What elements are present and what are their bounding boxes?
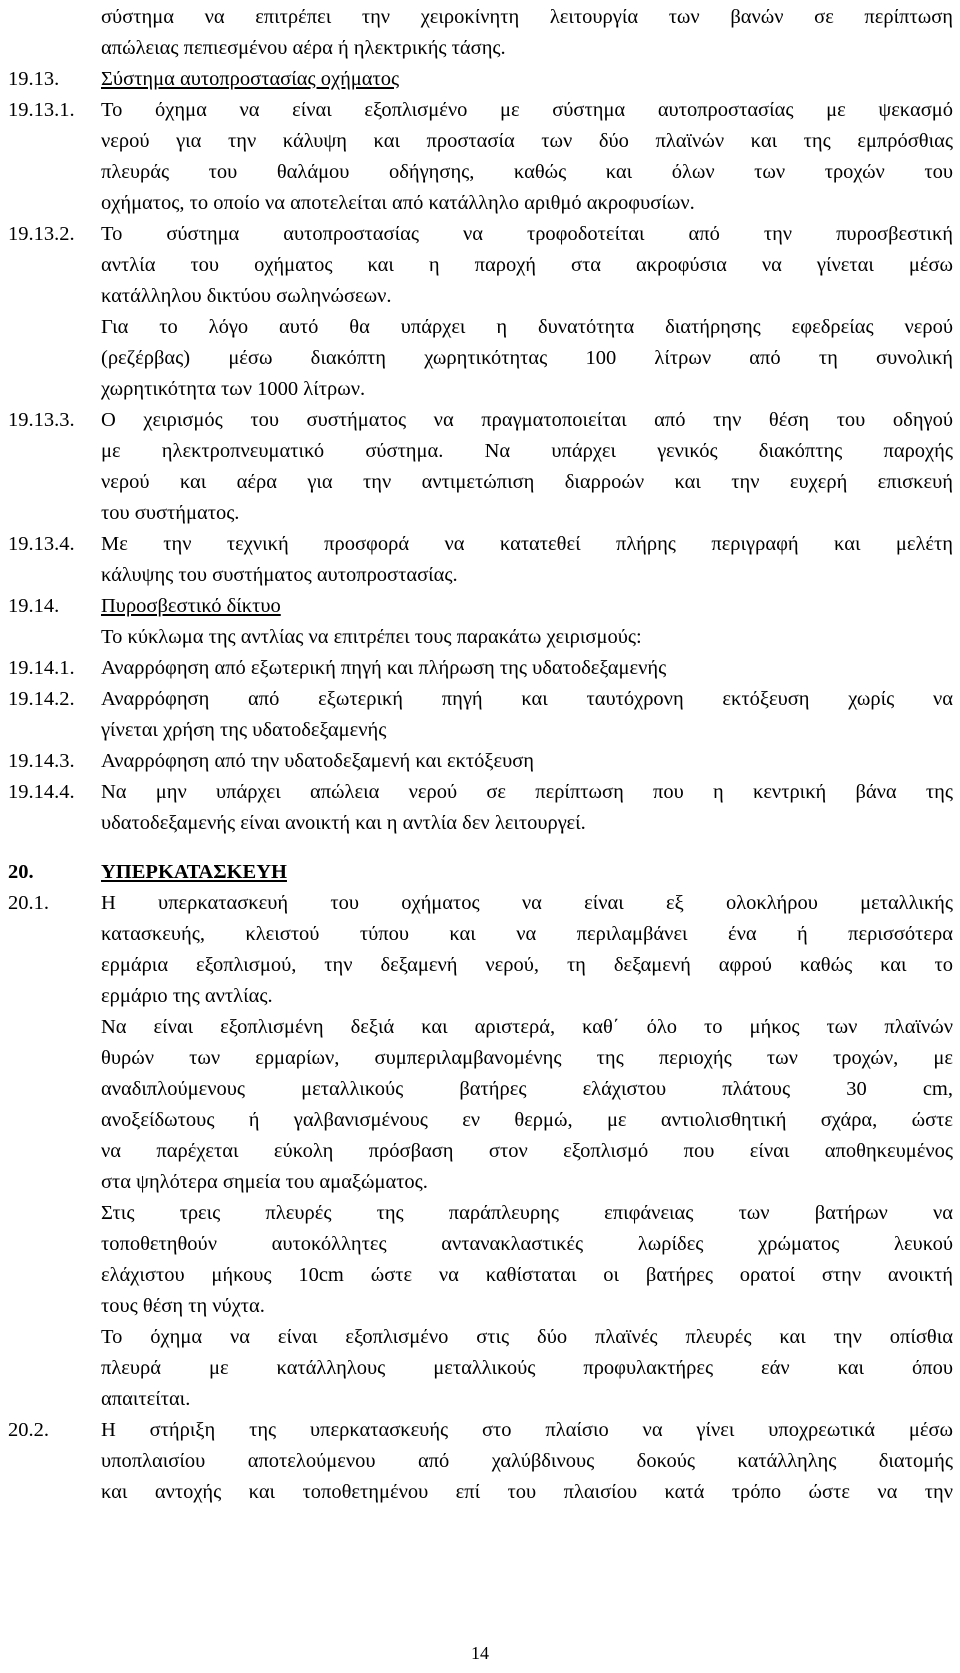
text-line: σύστημα να επιτρέπει την χειροκίνητη λειτουργία των βανών σε περίπτωση <box>101 6 953 28</box>
text-line: ερμάρια εξοπλισμού, την δεξαμενή νερού, τη δεξαμενή αφρού καθώς και το <box>101 954 953 976</box>
text-line: να παρέχεται εύκολη πρόσβαση στον εξοπλισμό που είναι αποθηκευμένος <box>101 1140 953 1162</box>
text-line: Με την τεχνική προσφορά να κατατεθεί πλήρης περιγραφή και μελέτη <box>101 533 953 555</box>
text-line: νερού για την κάλυψη και προστασία των δύο πλαϊνών και της εμπρόσθιας <box>101 130 953 152</box>
text-line: πλευράς του θαλάμου οδήγησης, καθώς και όλων των τροχών του <box>101 161 953 183</box>
text-line: θυρών των ερμαρίων, συμπεριλαμβανομένης της περιοχής των τροχών, με <box>101 1047 953 1069</box>
section-number: 20.1. <box>8 892 49 914</box>
text-line: αντλία του οχήματος και η παροχή στα ακροφύσια να γίνεται μέσω <box>101 254 953 276</box>
section-number: 20. <box>8 861 34 883</box>
text-line: γίνεται χρήση της υδατοδεξαμενής <box>101 719 387 741</box>
text-line: χωρητικότητα των 1000 λίτρων. <box>101 378 366 400</box>
text-line: ανοξείδωτους ή γαλβανισμένους εν θερμώ, με αντιολισθητική σχάρα, ώστε <box>101 1109 953 1131</box>
text-line: αναδιπλούμενους μεταλλικούς βατήρες ελάχιστου πλάτους 30 cm, <box>101 1078 953 1100</box>
text-line: υποπλαισίου αποτελούμενου από χαλύβδινους δοκούς κατάλληλης διατομής <box>101 1450 953 1472</box>
text-line: Το κύκλωμα της αντλίας να επιτρέπει τους παρακάτω χειρισμούς: <box>101 626 642 648</box>
text-line: Να μην υπάρχει απώλεια νερού σε περίπτωση που η κεντρική βάνα της <box>101 781 953 803</box>
section-heading: Σύστημα αυτοπροστασίας οχήματος <box>101 68 400 90</box>
text-line: τοποθετηθούν αυτοκόλλητες αντανακλαστικές λωρίδες χρώματος λευκού <box>101 1233 953 1255</box>
text-line: πλευρά με κατάλληλους μεταλλικούς προφυλακτήρες εάν και όπου <box>101 1357 953 1379</box>
text-line: με ηλεκτροπνευματικό σύστημα. Να υπάρχει γενικός διακόπτης παροχής <box>101 440 953 462</box>
text-line: στα ψηλότερα σημεία του αμαξώματος. <box>101 1171 428 1193</box>
text-line: Αναρρόφηση από την υδατοδεξαμενή και εκτόξευση <box>101 750 535 772</box>
text-line: ερμάριο της αντλίας. <box>101 985 273 1007</box>
text-line: Η στήριξη της υπερκατασκευής στο πλαίσιο να γίνει υποχρεωτικά μέσω <box>101 1419 953 1441</box>
section-heading: ΥΠΕΡΚΑΤΑΣΚΕΥΗ <box>101 861 287 883</box>
text-line: του συστήματος. <box>101 502 240 524</box>
section-number: 19.13.4. <box>8 533 75 555</box>
text-line: Να είναι εξοπλισμένη δεξιά και αριστερά, καθ΄ όλο το μήκος των πλαϊνών <box>101 1016 953 1038</box>
text-line: απώλειας πεπιεσμένου αέρα ή ηλεκτρικής τάσης. <box>101 37 506 59</box>
section-number: 19.14. <box>8 595 60 617</box>
text-line: Ο χειρισμός του συστήματος να πραγματοποιείται από την θέση του οδηγού <box>101 409 953 431</box>
section-heading: Πυροσβεστικό δίκτυο <box>101 595 281 617</box>
text-line: νερού και αέρα για την αντιμετώπιση διαρροών και την ευχερή επισκευή <box>101 471 953 493</box>
text-line: ελάχιστου μήκους 10cm ώστε να καθίσταται οι βατήρες ορατοί στην ανοικτή <box>101 1264 953 1286</box>
text-line: (ρεζέρβας) μέσω διακόπτη χωρητικότητας 100 λίτρων από τη συνολική <box>101 347 953 369</box>
text-line: Η υπερκατασκευή του οχήματος να είναι εξ ολοκλήρου μεταλλικής <box>101 892 953 914</box>
text-line: Το όχημα να είναι εξοπλισμένο στις δύο πλαϊνές πλευρές και την οπίσθια <box>101 1326 953 1348</box>
text-line: υδατοδεξαμενής είναι ανοικτή και η αντλία δεν λειτουργεί. <box>101 812 586 834</box>
text-line: κάλυψης του συστήματος αυτοπροστασίας. <box>101 564 458 586</box>
text-line: Το όχημα να είναι εξοπλισμένο με σύστημα αυτοπροστασίας με ψεκασμό <box>101 99 953 121</box>
section-number: 19.13. <box>8 68 60 90</box>
text-line: Το σύστημα αυτοπροστασίας να τροφοδοτείται από την πυροσβεστική <box>101 223 953 245</box>
text-line: οχήματος, το οποίο να αποτελείται από κατάλληλο αριθμό ακροφυσίων. <box>101 192 695 214</box>
section-number: 19.14.1. <box>8 657 75 679</box>
text-line: κατασκευής, κλειστού τύπου και να περιλαμβάνει ένα ή περισσότερα <box>101 923 953 945</box>
text-line: απαιτείται. <box>101 1388 191 1410</box>
text-line: και αντοχής και τοποθετημένου επί του πλαισίου κατά τρόπο ώστε να την <box>101 1481 953 1503</box>
section-number: 20.2. <box>8 1419 49 1441</box>
section-number: 19.14.2. <box>8 688 75 710</box>
text-line: κατάλληλου δικτύου σωληνώσεων. <box>101 285 392 307</box>
text-line: Για το λόγο αυτό θα υπάρχει η δυνατότητα διατήρησης εφεδρείας νερού <box>101 316 953 338</box>
section-number: 19.13.1. <box>8 99 75 121</box>
section-number: 19.14.4. <box>8 781 75 803</box>
section-number: 19.13.3. <box>8 409 75 431</box>
section-number: 19.13.2. <box>8 223 75 245</box>
text-line: Αναρρόφηση από εξωτερική πηγή και πλήρωση της υδατοδεξαμενής <box>101 657 667 679</box>
text-line: Στις τρεις πλευρές της παράπλευρης επιφάνειας των βατήρων να <box>101 1202 953 1224</box>
text-line: Αναρρόφηση από εξωτερική πηγή και ταυτόχρονη εκτόξευση χωρίς να <box>101 688 953 710</box>
text-line: τους θέση τη νύχτα. <box>101 1295 265 1317</box>
page-number: 14 <box>471 1643 489 1663</box>
section-number: 19.14.3. <box>8 750 75 772</box>
